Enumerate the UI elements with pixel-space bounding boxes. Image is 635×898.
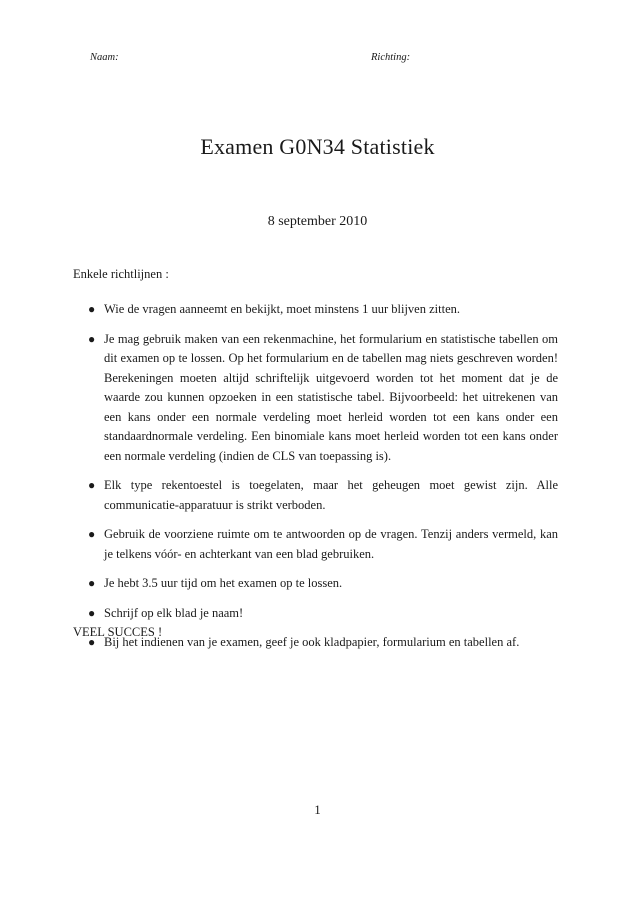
guidelines-intro: Enkele richtlijnen : [73, 267, 169, 281]
bullet-icon: ● [88, 527, 96, 541]
guideline-text: Schrijf op elk blad je naam! [104, 605, 244, 620]
bullet-icon: ● [88, 605, 96, 620]
page-number: 1 [314, 802, 321, 817]
guideline-text: Elk type rekentoestel is toegelaten, maar het geheugen moet gewist zijn. Alle communicatie-apparatuur is strikt verboden. [104, 478, 558, 512]
closing-text: VEEL SUCCES ! [73, 625, 163, 639]
exam-date: 8 september 2010 [267, 214, 368, 229]
guideline-item [88, 525, 558, 564]
guideline-text: Bij het indienen van je examen, geef je ook kladpapier, formularium en tabellen af. [104, 635, 520, 649]
exam-title: Examen G0N34 Statistiek [200, 134, 435, 159]
bullet-icon: ● [88, 478, 96, 492]
bullet-icon: ● [88, 302, 96, 316]
guideline-item [88, 330, 558, 467]
guideline-text: Je mag gebruik maken van een rekenmachine, het formularium en statistische tabellen om dit examen op te lossen. Op het formularium en de tabellen mag niets geschreven worden! Berekeningen moeten altijd schriftelijk uitgevoerd worden tot het moment dat je de waarde zou kunnen opzoeken in een statistische tabel. Bijvoorbeeld: het uitrekenen van een kans onder een normale verdeling moet herleid worden tot een kans onder een standaardnormale verdeling. Een binomiale kans moet herleid worden tot een kans onder een normale verdeling (indien de CLS van toepassing is). [104, 331, 558, 463]
guideline-item [88, 604, 558, 624]
bullet-icon: ● [88, 331, 96, 346]
bullet-icon: ● [88, 576, 96, 590]
guideline-item [88, 300, 558, 320]
guideline-text: Je hebt 3.5 uur tijd om het examen op te lossen. [104, 576, 343, 590]
guideline-item [88, 476, 558, 515]
guideline-item [88, 574, 558, 594]
direction-label: Richting: [371, 52, 411, 63]
name-label: Naam: [90, 52, 119, 63]
guidelines-list [88, 300, 558, 663]
bullet-icon: ● [88, 635, 96, 649]
guideline-text: Wie de vragen aanneemt en bekijkt, moet minstens 1 uur blijven zitten. [104, 302, 460, 316]
guideline-text: Gebruik de voorziene ruimte om te antwoorden op de vragen. Tenzij anders vermeld, kan je telkens vóór- en achterkant van een blad gebruiken. [104, 527, 558, 561]
